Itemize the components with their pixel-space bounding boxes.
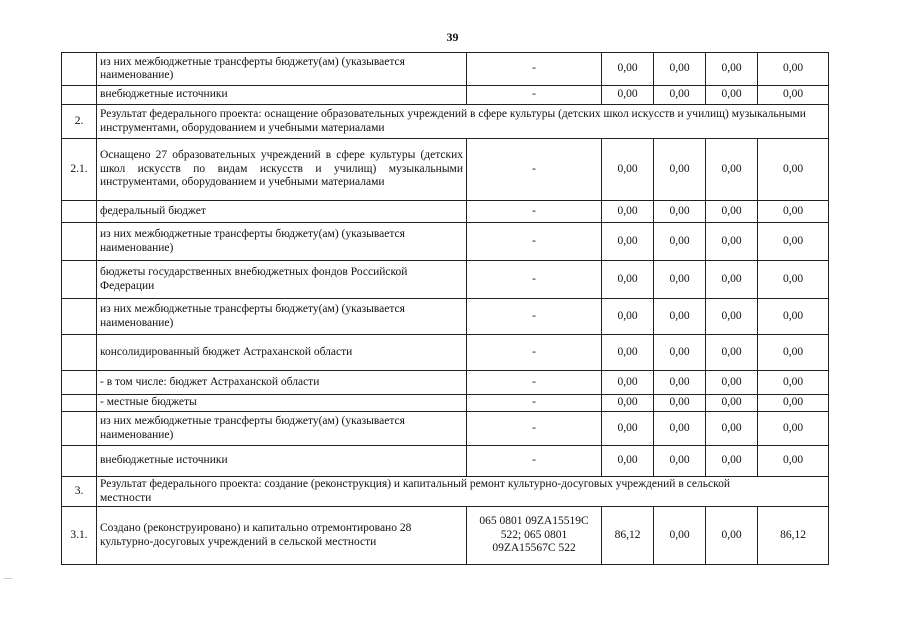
value-cell: 86,12 xyxy=(602,507,654,565)
value-cell: 0,00 xyxy=(654,139,706,201)
value-cell: 0,00 xyxy=(602,446,654,477)
value-cell: 0,00 xyxy=(602,412,654,446)
row-label: - местные бюджеты xyxy=(97,395,467,412)
table-row xyxy=(62,335,829,371)
table-row xyxy=(62,446,829,477)
budget-code: - xyxy=(467,395,602,412)
value-cell: 0,00 xyxy=(706,507,758,565)
value-cell: 0,00 xyxy=(602,299,654,335)
section-row xyxy=(62,477,829,507)
row-label: федеральный бюджет xyxy=(97,201,467,223)
value-cell: 0,00 xyxy=(758,395,829,412)
value-cell: 0,00 xyxy=(706,412,758,446)
row-label: Оснащено 27 образовательных учреждений в сфере культуры (детских школ искусств по видам искусств и училищ) музыкальными инструментами, оборудованием и учебными материалами xyxy=(97,139,467,201)
value-cell: 0,00 xyxy=(654,261,706,299)
budget-code: - xyxy=(467,53,602,86)
row-index xyxy=(62,223,97,261)
value-cell: 0,00 xyxy=(706,223,758,261)
row-label: из них межбюджетные трансферты бюджету(ам) (указывается наименование) xyxy=(97,299,467,335)
value-cell: 0,00 xyxy=(706,446,758,477)
row-index xyxy=(62,53,97,86)
value-cell: 0,00 xyxy=(758,223,829,261)
table-row xyxy=(62,507,829,565)
row-label: из них межбюджетные трансферты бюджету(ам) (указывается наименование) xyxy=(97,412,467,446)
row-index xyxy=(62,412,97,446)
value-cell: 0,00 xyxy=(654,53,706,86)
value-cell: 0,00 xyxy=(602,395,654,412)
value-cell: 0,00 xyxy=(706,86,758,105)
value-cell: 0,00 xyxy=(758,371,829,395)
budget-code: - xyxy=(467,299,602,335)
value-cell: 0,00 xyxy=(654,412,706,446)
row-label: внебюджетные источники xyxy=(97,86,467,105)
section-title: Результат федерального проекта: создание (реконструкция) и капитальный ремонт культурно-досуговых учреждений в сельской местности xyxy=(97,477,829,507)
value-cell: 0,00 xyxy=(706,53,758,86)
row-label: - в том числе: бюджет Астраханской области xyxy=(97,371,467,395)
table-row xyxy=(62,371,829,395)
row-label: консолидированный бюджет Астраханской области xyxy=(97,335,467,371)
value-cell: 0,00 xyxy=(758,53,829,86)
value-cell: 0,00 xyxy=(602,86,654,105)
budget-code: - xyxy=(467,86,602,105)
budget-code: - xyxy=(467,201,602,223)
margin-mark xyxy=(4,578,12,579)
section-index: 2. xyxy=(62,105,97,139)
value-cell: 0,00 xyxy=(758,299,829,335)
value-cell: 0,00 xyxy=(602,201,654,223)
section-title: Результат федерального проекта: оснащение образовательных учреждений в сфере культуры (детских школ искусств и училищ) музыкальными инструментами, оборудованием и учебными материалами xyxy=(97,105,829,139)
value-cell: 0,00 xyxy=(602,261,654,299)
value-cell: 0,00 xyxy=(654,371,706,395)
table-row xyxy=(62,261,829,299)
value-cell: 0,00 xyxy=(758,261,829,299)
value-cell: 0,00 xyxy=(758,412,829,446)
row-index xyxy=(62,201,97,223)
row-index: 2.1. xyxy=(62,139,97,201)
budget-code: - xyxy=(467,223,602,261)
value-cell: 0,00 xyxy=(602,53,654,86)
value-cell: 0,00 xyxy=(758,446,829,477)
budget-table xyxy=(61,52,829,565)
value-cell: 0,00 xyxy=(654,507,706,565)
value-cell: 0,00 xyxy=(758,335,829,371)
table-row xyxy=(62,139,829,201)
value-cell: 0,00 xyxy=(706,261,758,299)
budget-code: 065 0801 09ZA15519С 522; 065 0801 09ZA15567С 522 xyxy=(467,507,602,565)
value-cell: 0,00 xyxy=(706,299,758,335)
row-index xyxy=(62,446,97,477)
value-cell: 86,12 xyxy=(758,507,829,565)
value-cell: 0,00 xyxy=(654,446,706,477)
budget-code: - xyxy=(467,412,602,446)
budget-code: - xyxy=(467,139,602,201)
table-row xyxy=(62,412,829,446)
value-cell: 0,00 xyxy=(706,395,758,412)
table-row xyxy=(62,299,829,335)
row-label: внебюджетные источники xyxy=(97,446,467,477)
value-cell: 0,00 xyxy=(654,335,706,371)
row-index xyxy=(62,335,97,371)
value-cell: 0,00 xyxy=(654,86,706,105)
value-cell: 0,00 xyxy=(654,223,706,261)
budget-code: - xyxy=(467,261,602,299)
value-cell: 0,00 xyxy=(654,299,706,335)
row-label: из них межбюджетные трансферты бюджету(ам) (указывается наименование) xyxy=(97,223,467,261)
value-cell: 0,00 xyxy=(602,223,654,261)
value-cell: 0,00 xyxy=(602,139,654,201)
value-cell: 0,00 xyxy=(654,201,706,223)
budget-code: - xyxy=(467,446,602,477)
page-number: 39 xyxy=(446,30,459,44)
section-index: 3. xyxy=(62,477,97,507)
row-index xyxy=(62,299,97,335)
row-index xyxy=(62,86,97,105)
row-label: Создано (реконструировано) и капитально отремонтировано 28 культурно-досуговых учреждений в сельской местности xyxy=(97,507,467,565)
table-row xyxy=(62,223,829,261)
row-index: 3.1. xyxy=(62,507,97,565)
row-label: бюджеты государственных внебюджетных фондов Российской Федерации xyxy=(97,261,467,299)
value-cell: 0,00 xyxy=(758,201,829,223)
row-label: из них межбюджетные трансферты бюджету(ам) (указывается наименование) xyxy=(97,53,467,86)
table-row xyxy=(62,395,829,412)
budget-code: - xyxy=(467,335,602,371)
value-cell: 0,00 xyxy=(758,86,829,105)
row-index xyxy=(62,371,97,395)
value-cell: 0,00 xyxy=(706,371,758,395)
value-cell: 0,00 xyxy=(758,139,829,201)
table-row xyxy=(62,86,829,105)
value-cell: 0,00 xyxy=(654,395,706,412)
section-row xyxy=(62,105,829,139)
value-cell: 0,00 xyxy=(706,139,758,201)
value-cell: 0,00 xyxy=(706,335,758,371)
table-row xyxy=(62,53,829,86)
table-row xyxy=(62,201,829,223)
row-index xyxy=(62,395,97,412)
value-cell: 0,00 xyxy=(602,335,654,371)
value-cell: 0,00 xyxy=(602,371,654,395)
value-cell: 0,00 xyxy=(706,201,758,223)
row-index xyxy=(62,261,97,299)
budget-code: - xyxy=(467,371,602,395)
